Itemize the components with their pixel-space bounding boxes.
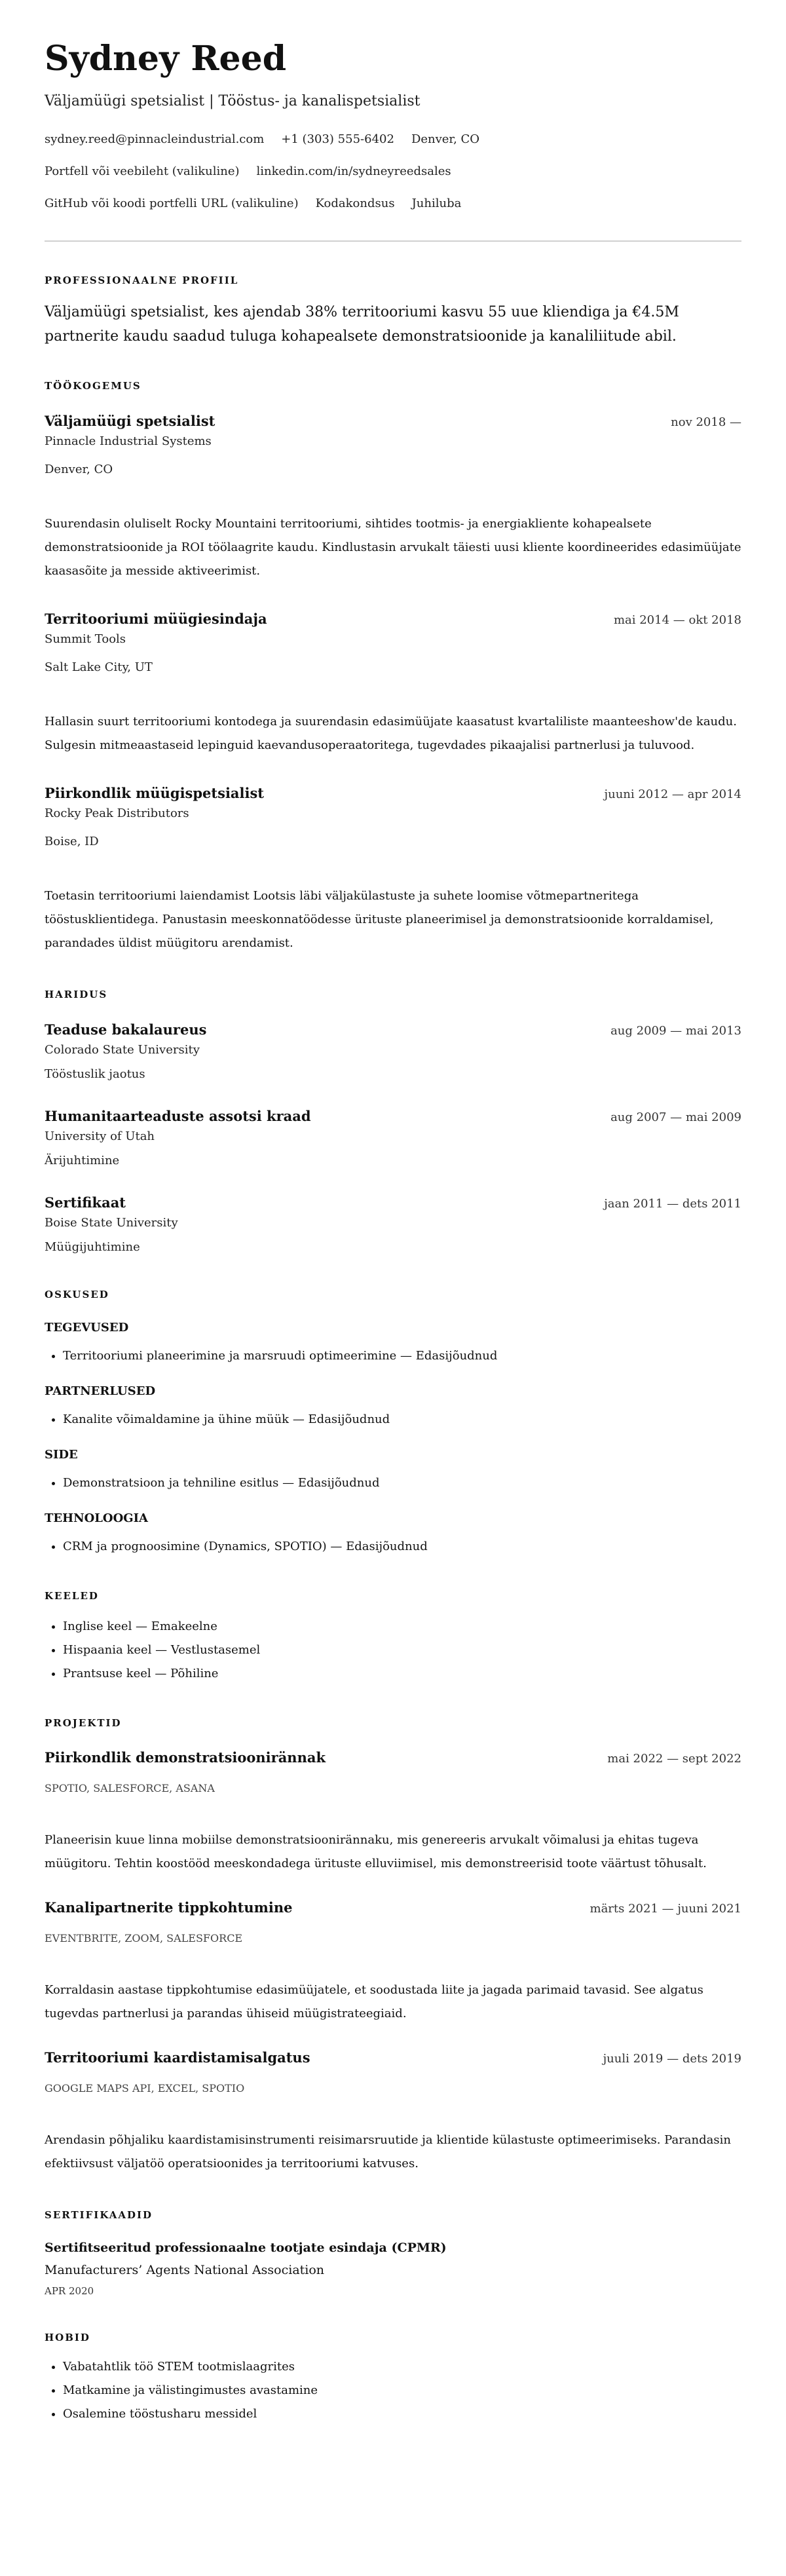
skill-category: SIDE	[45, 1448, 78, 1462]
skills-section	[45, 1288, 741, 1557]
hobby-item: • Osalemine tööstusharu messidel	[63, 2402, 741, 2426]
job-date: mai 2014 — okt 2018	[613, 613, 741, 627]
certifications-section	[45, 2208, 741, 2298]
github-link[interactable]: GitHub või koodi portfelli URL (valikuline)	[45, 197, 299, 210]
project-description: Korraldasin aastase tippkohtumise edasimüüjatele, et soodustada liite ja jagada parimaid tavasid. See algatus tugevdas partnerlusi ja parandas ühiseid müügistrateegiaid.	[45, 1983, 703, 2020]
language-list	[45, 1615, 741, 1686]
profile-summary: Väljamüügi spetsialist, kes ajendab 38% territooriumi kasvu 55 uue kliendiga ja €4.5M partnerite kaudu saadud tuluga kohapealsete demonstratsioonide ja kanaliliitude abil.	[45, 304, 679, 345]
skill-category: PARTNERLUSED	[45, 1384, 156, 1398]
linkedin-link[interactable]: linkedin.com/in/sydneyreedsales	[256, 164, 451, 178]
job-title: Piirkondlik müügispetsialist	[45, 785, 265, 801]
job-title: Territooriumi müügiesindaja	[45, 611, 267, 627]
skill-list	[45, 1346, 741, 1366]
project-entry	[45, 2049, 741, 2176]
hobbies-heading: HOBID	[45, 2332, 90, 2343]
projects-heading: PROJEKTID	[45, 1717, 122, 1729]
contact-info	[45, 130, 741, 214]
degree: Sertifikaat	[45, 1194, 126, 1211]
job-date: juuni 2012 — apr 2014	[604, 787, 741, 801]
contact-line	[45, 162, 741, 181]
portfolio-link[interactable]: Portfell või veebileht (valikuline)	[45, 164, 240, 178]
field-of-study: Müügijuhtimine	[45, 1240, 140, 1254]
job-title: Väljamüügi spetsialist	[45, 413, 215, 429]
education-entry	[45, 1107, 741, 1171]
project-description: Planeerisin kuue linna mobiilse demonstratsioonirännaku, mis genereeris arvukalt võimalusi ja ehitas tugeva müügitoru. Tehtin koostööd meeskondadega ürituste elluviimisel, mis demonstreerisid toote väärtust tõhusalt.	[45, 1833, 707, 1870]
school: Colorado State University	[45, 1043, 200, 1057]
school: Boise State University	[45, 1216, 178, 1230]
skill-list	[45, 1410, 741, 1430]
project-date: mai 2022 — sept 2022	[607, 1752, 741, 1766]
project-date: märts 2021 — juuni 2021	[590, 1902, 741, 1916]
citizenship: Kodakondsus	[315, 197, 395, 210]
job-entry	[45, 610, 741, 757]
candidate-name: Sydney Reed	[45, 39, 287, 79]
hobby-item: • Matkamine ja välistingimustes avastamine	[63, 2379, 741, 2402]
hobby-item: • Vabatahtlik töö STEM tootmislaagrites	[63, 2355, 741, 2379]
job-entry	[45, 784, 741, 955]
language-item: • Inglise keel — Emakeelne	[63, 1615, 741, 1638]
field-of-study: Tööstuslik jaotus	[45, 1067, 145, 1081]
project-description: Arendasin põhjaliku kaardistamisinstrumenti reisimarsruutide ja klientide külastuste optimeerimiseks. Parandasin efektiivsust väljatöö operatsioonides ja territooriumi katvuses.	[45, 2133, 731, 2170]
school: University of Utah	[45, 1129, 155, 1143]
languages-heading: KEELED	[45, 1590, 99, 1602]
education-date: aug 2009 — mai 2013	[610, 1024, 741, 1038]
job-company: Pinnacle Industrial Systems	[45, 434, 212, 448]
job-description: Toetasin territooriumi laiendamist Lootsis läbi väljakülastuste ja suhete loomise võtmepartneritega tööstusklientidega. Panustasin meeskonnatöödesse ürituste planeerimisel ja demonstratsioonide korraldamisel, parandades üldist müügitoru arendamist.	[45, 889, 714, 950]
experience-heading: TÖÖKOGEMUS	[45, 380, 141, 392]
job-description: Hallasin suurt territooriumi kontodega ja suurendasin edasimüüjate kaasatust kvartaliliste maanteeshow'de kaudu. Sulgesin mitmeaastaseid lepinguid kaevandusoperaatoritega, tugevdades pikaajalisi partnerlusi ja tuluvood.	[45, 715, 737, 752]
education-date: jaan 2011 — dets 2011	[604, 1197, 741, 1211]
contact-line	[45, 194, 741, 214]
resume-page	[0, 39, 786, 2426]
project-tech: EVENTBRITE, ZOOM, SALESFORCE	[45, 1932, 243, 1944]
job-date: nov 2018 —	[671, 415, 741, 429]
project-tech: GOOGLE MAPS API, EXCEL, SPOTIO	[45, 2082, 245, 2094]
contact-line	[45, 130, 741, 149]
language-item: • Hispaania keel — Vestlustasemel	[63, 1638, 741, 1662]
job-location: Denver, CO	[45, 463, 113, 476]
job-company: Rocky Peak Distributors	[45, 806, 189, 820]
skill-list	[45, 1537, 741, 1557]
hobbies-section	[45, 2331, 741, 2426]
skill-item: • Territooriumi planeerimine ja marsruudi optimeerimine — Edasijõudnud	[63, 1346, 741, 1366]
cert-date: APR 2020	[45, 2285, 94, 2297]
cert-org: Manufacturers’ Agents National Association	[45, 2263, 325, 2277]
profile-heading: PROFESSIONAALNE PROFIIL	[45, 275, 239, 286]
education-date: aug 2007 — mai 2009	[610, 1110, 741, 1124]
job-entry	[45, 412, 741, 583]
project-date: juuli 2019 — dets 2019	[603, 2052, 741, 2066]
cert-title: Sertifitseeritud professionaalne tootjate esindaja (CPMR)	[45, 2241, 447, 2255]
job-location: Salt Lake City, UT	[45, 660, 153, 674]
job-company: Summit Tools	[45, 632, 126, 646]
field-of-study: Ärijuhtimine	[45, 1154, 120, 1167]
skill-list	[45, 1473, 741, 1493]
location: Denver, CO	[411, 132, 480, 146]
experience-section	[45, 379, 741, 955]
project-title: Piirkondlik demonstratsioonirännak	[45, 1749, 326, 1766]
certifications-heading: SERTIFIKAADID	[45, 2209, 153, 2221]
skill-item: • Demonstratsioon ja tehniline esitlus — Edasijõudnud	[63, 1473, 741, 1493]
degree: Teaduse bakalaureus	[45, 1021, 207, 1038]
project-entry	[45, 1749, 741, 1876]
languages-section	[45, 1589, 741, 1686]
header-divider	[45, 240, 741, 242]
project-tech: SPOTIO, SALESFORCE, ASANA	[45, 1782, 215, 1794]
skills-heading: OSKUSED	[45, 1289, 109, 1300]
job-description: Suurendasin oluliselt Rocky Mountaini territooriumi, sihtides tootmis- ja energiakliente kohapealsete demonstratsioonide ja ROI töölaagrite kaudu. Kindlustasin arvukalt täiesti uusi kliente koordineerides edasimüüjate kaasasõite ja messide aktiveerimist.	[45, 517, 741, 578]
education-entry	[45, 1194, 741, 1257]
project-entry	[45, 1899, 741, 2026]
project-title: Territooriumi kaardistamisalgatus	[45, 2049, 310, 2066]
degree: Humanitaarteaduste assotsi kraad	[45, 1108, 311, 1124]
education-section	[45, 988, 741, 1257]
project-title: Kanalipartnerite tippkohtumine	[45, 1899, 293, 1916]
projects-section	[45, 1716, 741, 2176]
language-item: • Prantsuse keel — Põhiline	[63, 1662, 741, 1686]
drivers-license: Juhiluba	[411, 197, 462, 210]
skill-item: • CRM ja prognoosimine (Dynamics, SPOTIO) — Edasijõudnud	[63, 1537, 741, 1557]
education-entry	[45, 1021, 741, 1084]
phone: +1 (303) 555-6402	[281, 132, 394, 146]
email-link[interactable]: sydney.reed@pinnacleindustrial.com	[45, 132, 265, 146]
skill-item: • Kanalite võimaldamine ja ühine müük — Edasijõudnud	[63, 1410, 741, 1430]
hobby-list	[45, 2355, 741, 2426]
candidate-headline: Väljamüügi spetsialist | Tööstus- ja kanalispetsialist	[45, 93, 421, 109]
education-heading: HARIDUS	[45, 989, 108, 1000]
skill-category: TEGEVUSED	[45, 1321, 129, 1335]
skill-category: TEHNOLOOGIA	[45, 1511, 149, 1525]
job-location: Boise, ID	[45, 835, 99, 848]
